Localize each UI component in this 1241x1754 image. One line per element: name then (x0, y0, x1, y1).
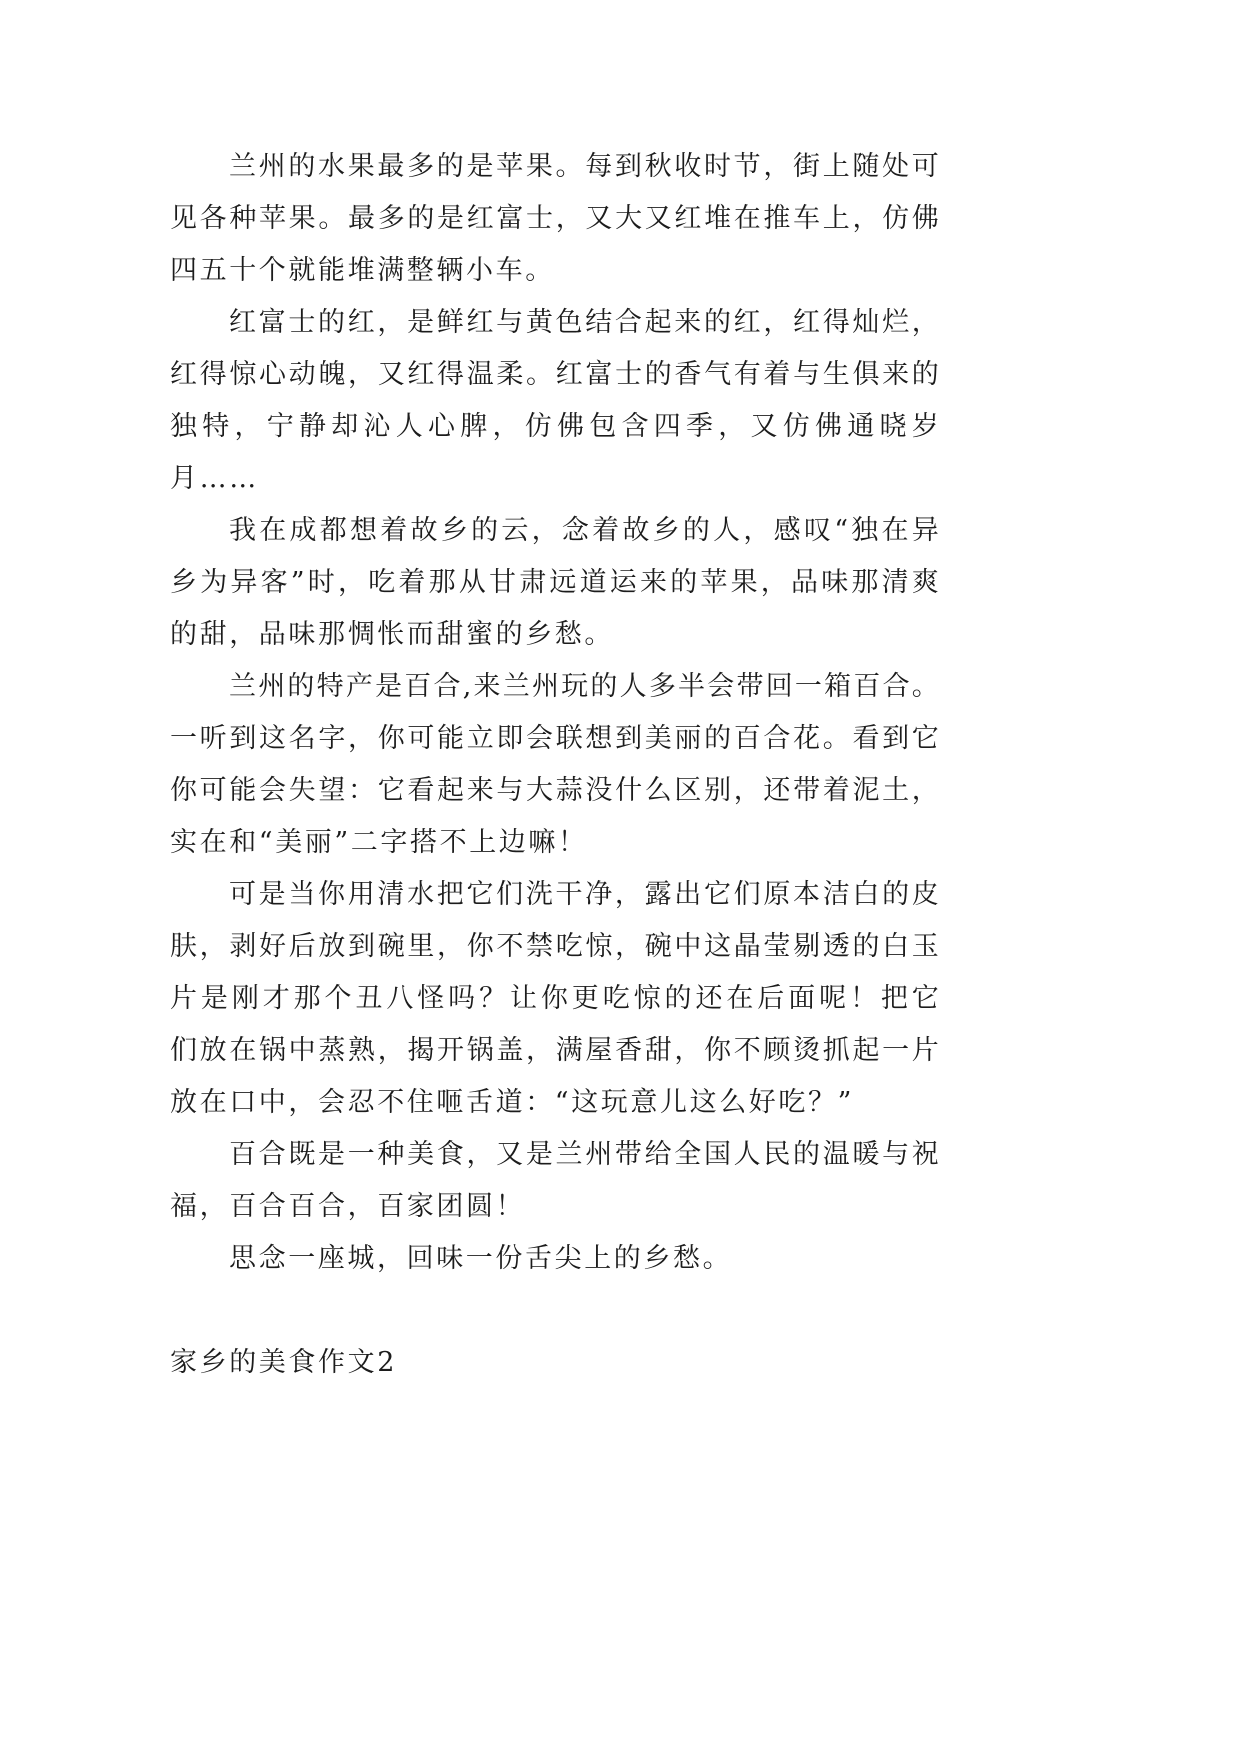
paragraph (170, 1233, 940, 1285)
paragraph-line: 福，百合百合，百家团圆！ (170, 1191, 526, 1222)
paragraph-line: 红得惊心动魄，又红得温柔。红富士的香气有着与生俱来的 (170, 359, 940, 390)
paragraph-line: 兰州的特产是百合,来兰州玩的人多半会带回一箱百合。 (229, 671, 940, 702)
paragraph-line: 肤，剥好后放到碗里，你不禁吃惊，碗中这晶莹剔透的白玉 (170, 931, 940, 962)
paragraph-line: 一听到这名字，你可能立即会联想到美丽的百合花。看到它 (170, 723, 940, 754)
paragraph-line: 我在成都想着故乡的云，念着故乡的人，感叹“独在异 (229, 515, 940, 546)
blank-line (170, 1285, 940, 1337)
paragraph-line: 乡为异客”时，吃着那从甘肃远道运来的苹果，品味那清爽 (170, 567, 940, 598)
paragraph (170, 869, 940, 1129)
paragraph-line: 放在口中，会忍不住咂舌道：“这玩意儿这么好吃？” (170, 1087, 855, 1118)
paragraph-line: 的甜，品味那惆怅而甜蜜的乡愁。 (170, 619, 614, 650)
section-heading: 家乡的美食作文2 (170, 1347, 397, 1378)
paragraph-line: 月…… (170, 463, 259, 494)
paragraph-line: 红富士的红，是鲜红与黄色结合起来的红，红得灿烂， (229, 307, 940, 338)
paragraph-line: 独特，宁静却沁人心脾，仿佛包含四季，又仿佛通晓岁 (170, 411, 940, 442)
paragraph (170, 661, 940, 869)
paragraph-line: 可是当你用清水把它们洗干净，露出它们原本洁白的皮 (229, 879, 940, 910)
paragraph (170, 297, 940, 505)
document-body (170, 141, 940, 1389)
paragraph-line: 你可能会失望：它看起来与大蒜没什么区别，还带着泥土， (170, 775, 940, 806)
paragraph-line: 兰州的水果最多的是苹果。每到秋收时节，街上随处可 (229, 151, 940, 182)
paragraph-line: 四五十个就能堆满整辆小车。 (170, 255, 555, 286)
paragraph-line: 见各种苹果。最多的是红富士，又大又红堆在推车上，仿佛 (170, 203, 940, 234)
paragraph-line: 片是刚才那个丑八怪吗？让你更吃惊的还在后面呢！把它 (170, 983, 940, 1014)
paragraph (170, 1129, 940, 1233)
paragraph (170, 505, 940, 661)
paragraph-line: 思念一座城，回味一份舌尖上的乡愁。 (229, 1243, 733, 1274)
paragraph-line: 实在和“美丽”二字搭不上边嘛！ (170, 827, 588, 858)
paragraph (170, 141, 940, 297)
paragraph-line: 们放在锅中蒸熟，揭开锅盖，满屋香甜，你不顾烫抓起一片 (170, 1035, 940, 1066)
paragraph-line: 百合既是一种美食，又是兰州带给全国人民的温暖与祝 (229, 1139, 940, 1170)
